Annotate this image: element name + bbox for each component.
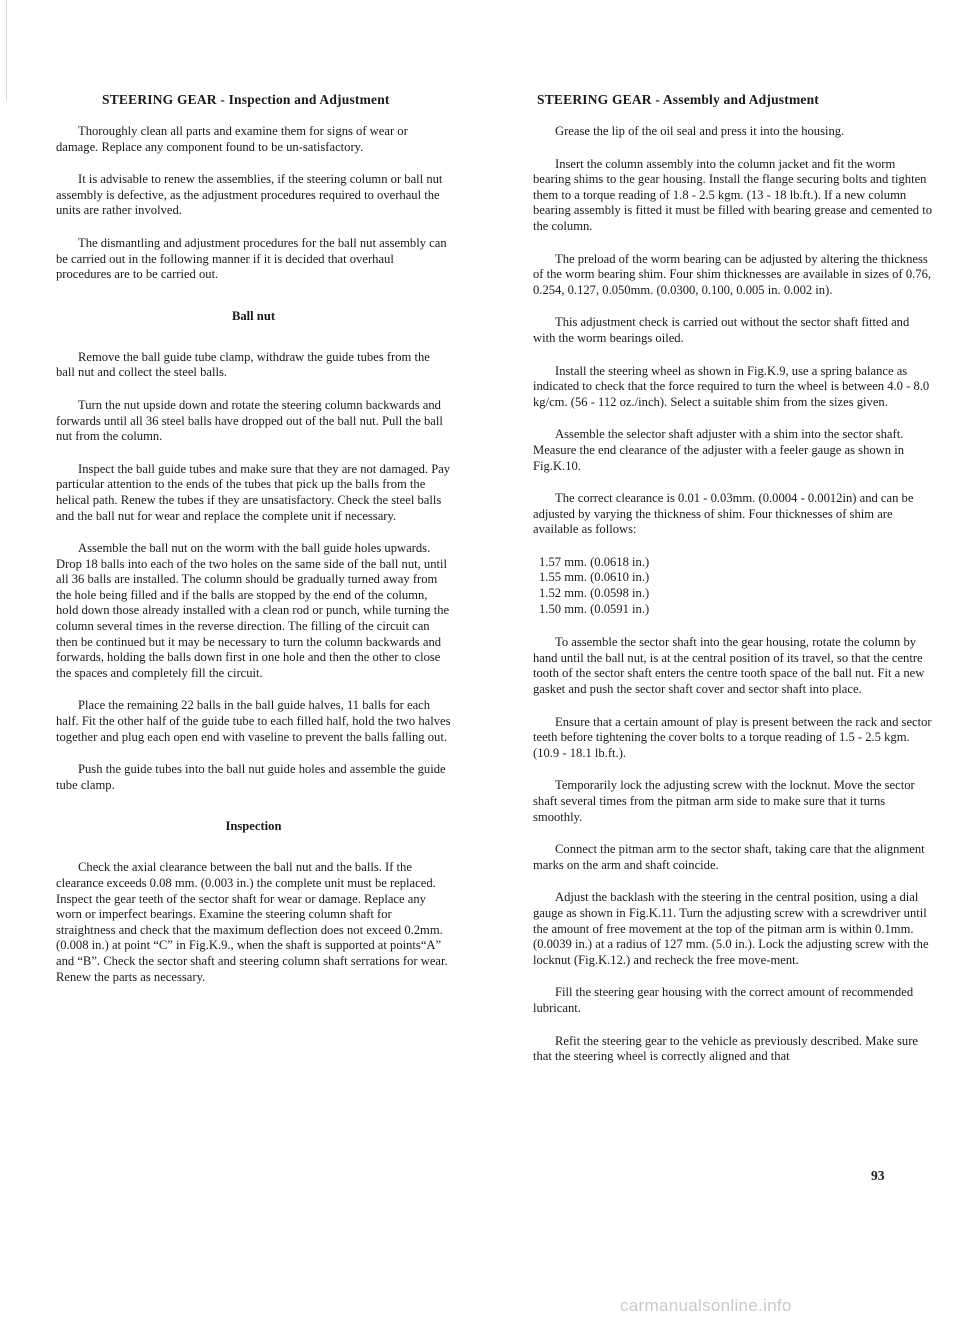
paragraph: Grease the lip of the oil seal and press it into the housing. (555, 124, 845, 138)
subheading-ball-nut: Ball nut (231, 308, 276, 323)
shim-size-item: 1.57 mm. (0.0618 in.) (539, 554, 650, 569)
paragraph: This adjustment check is carried out without the sector shaft fitted and with the worm bearings oiled. (533, 315, 910, 345)
scan-edge-line (6, 0, 7, 100)
paragraph: Refit the steering gear to the vehicle as previously described. Make sure that the steering wheel is correctly aligned and that (533, 1033, 918, 1064)
assembly-paragraphs-a (533, 124, 933, 538)
paragraph: To assemble the sector shaft into the gear housing, rotate the column by hand until the ball nut, is at the central position of its travel, so that the centre tooth of the sector shaft enters the centre tooth space of the ball nut. Fit a new gasket and push the sector shaft cover and sector shaft into place. (533, 635, 925, 697)
paragraph: Assemble the ball nut on the worm with the ball guide holes upwards. Drop 18 balls into each of the two holes on the same side of the ball nut, until all 36 balls are installed. The column should be gradually turned away from the hole being filled and if the balls are stopped by the end of the column, hold down those already installed with a clean rod or punch, while turning the column several times in the reverse direction. The filling of the circuit can then be continued but it may be necessary to turn the column backwards and forwards, holding the balls down first in one hole and then the other to close the spaces and completely fill the circuit. (56, 541, 450, 680)
shim-size-item: 1.55 mm. (0.0610 in.) (539, 570, 650, 585)
assembly-paragraphs-b (533, 635, 933, 1064)
paragraph: Inspect the ball guide tubes and make sure that they are not damaged. Pay particular attention to the ends of the tubes that pick up the balls from the helical path. Renew the tubes if they are unsatisfactory. Check the steel balls and the ball nut for wear and replace the complete unit if necessary. (56, 461, 451, 523)
shim-size-list (533, 555, 933, 617)
paragraph: The correct clearance is 0.01 - 0.03mm. (0.0004 - 0.0012in) and can be adjusted by varying the thickness of shim. Four thicknesses of shim are available as follows: (533, 491, 914, 537)
subheading-inspection: Inspection (225, 819, 282, 834)
paragraph: Install the steering wheel as shown in Fig.K.9, use a spring balance as indicated to check that the force required to turn the wheel is between 4.0 - 8.0 kg/cm. (56 - 112 oz./inch). Select a suitable shim from the sizes given. (533, 363, 930, 409)
paragraph: It is advisable to renew the assemblies, if the steering column or ball nut assembly is defective, as the adjustment procedures required to overhaul the units are rather involved. (56, 172, 443, 218)
paragraph: Push the guide tubes into the ball nut guide holes and assemble the guide tube clamp. (56, 762, 446, 792)
paragraph: Assemble the selector shaft adjuster with a shim into the sector shaft. Measure the end clearance of the adjuster with a feeler gauge as shown in Fig.K.10. (533, 427, 905, 473)
inspection-paragraphs (56, 860, 451, 985)
paragraph: Thoroughly clean all parts and examine them for signs of wear or damage. Replace any component found to be un-satisfactory. (56, 124, 408, 154)
section-heading-assembly: STEERING GEAR - Assembly and Adjustment (537, 92, 819, 107)
section-heading-inspection: STEERING GEAR - Inspection and Adjustment (102, 92, 390, 107)
paragraph: Insert the column assembly into the column jacket and fit the worm bearing shims to the gear housing. Install the flange securing bolts and tighten them to a torque reading of 1.8 - 2.5 kgm. (13 - 18 lb.ft.). If a new column bearing assembly is fitted it must be filled with bearing grease and cemented to the column. (533, 156, 933, 233)
shim-size-item: 1.50 mm. (0.0591 in.) (539, 601, 650, 616)
paragraph: Ensure that a certain amount of play is present between the rack and sector teeth before tightening the cover bolts to a torque reading of 1.5 - 2.5 kgm. (10.9 - 18.1 lb.ft.). (533, 714, 932, 760)
paragraph: Adjust the backlash with the steering in the central position, using a dial gauge as shown in Fig.K.11. Turn the adjusting screw with a screwdriver until the amount of free movement at the top of the pitman arm is within 0.1mm. (0.0039 in.) at a radius of 127 mm. (5.0 in.). Lock the adjusting screw with the locknut (Fig.K.12.) and recheck the free move-ment. (533, 890, 929, 967)
paragraph: Connect the pitman arm to the sector shaft, taking care that the alignment marks on the arm and shaft coincide. (533, 842, 925, 872)
paragraph: The dismantling and adjustment procedures for the ball nut assembly can be carried out in the following manner if it is decided that overhaul procedures are to be carried out. (56, 235, 447, 282)
page-number: 93 (871, 1168, 885, 1183)
intro-paragraphs (56, 124, 451, 283)
paragraph: Place the remaining 22 balls in the ball guide halves, 11 balls for each half. Fit the other half of the guide tube to each filled half, hold the two halves together and plug each open end with vaseline to prevent the balls falling out. (56, 698, 451, 744)
ball-nut-paragraphs (56, 350, 451, 794)
paragraph: Fill the steering gear housing with the correct amount of recommended lubricant. (533, 985, 914, 1015)
paragraph: Remove the ball guide tube clamp, withdraw the guide tubes from the ball nut and collect the steel balls. (56, 349, 430, 380)
paragraph: Turn the nut upside down and rotate the steering column backwards and forwards until all 36 steel balls have dropped out of the ball nut. Pull the ball nut from the column. (56, 397, 443, 444)
right-column (533, 92, 933, 1082)
watermark: carmanualsonline.info (620, 1296, 792, 1315)
paragraph: Check the axial clearance between the ball nut and the balls. If the clearance exceeds 0.08 mm. (0.003 in.) the complete unit must be replaced. Inspect the gear teeth of the sector shaft for wear or damage. Replace any worn or imperfect bearings. Examine the steering column shaft for straightness and check that the maximum deflection does not exceed 0.2mm. (0.008 in.) at point “C” in Fig.K.9., when the shaft is supported at points“A” and “B”. Check the sector shaft and steering column shaft serrations for wear. Renew the parts as necessary. (56, 860, 448, 984)
paragraph: The preload of the worm bearing can be adjusted by altering the thickness of the worm bearing shim. Four shim thicknesses are available in sizes of 0.76, 0.254, 0.127, 0.050mm. (0.0300, 0.100, 0.005 in. 0.002 in). (533, 251, 932, 297)
shim-size-item: 1.52 mm. (0.0598 in.) (539, 586, 650, 601)
left-column (56, 92, 451, 1002)
paragraph: Temporarily lock the adjusting screw with the locknut. Move the sector shaft several times from the pitman arm side to make sure that it turns smoothly. (533, 778, 915, 824)
